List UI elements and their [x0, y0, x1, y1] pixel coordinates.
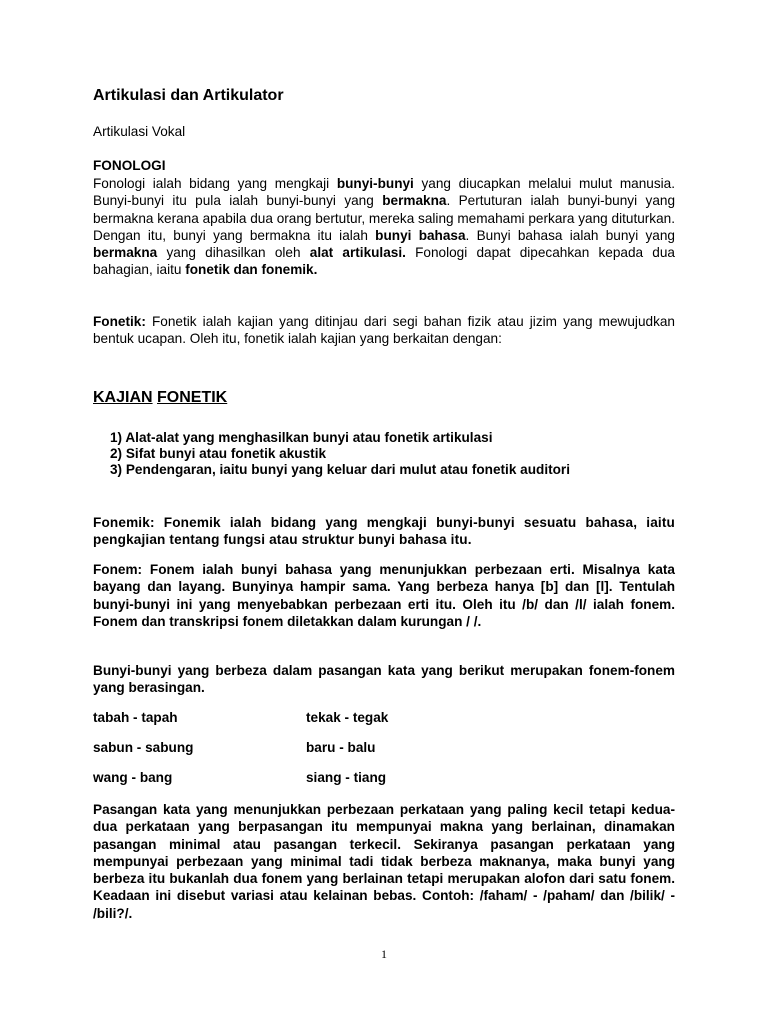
bold-term: bunyi-bunyi	[336, 176, 414, 191]
kajian-fonetik-heading	[93, 389, 675, 406]
pair-row	[93, 740, 675, 758]
text-run: yang diucapkan melalui mulut manusia. Bunyi-bunyi itu pula ialah bunyi-bunyi yang	[93, 176, 675, 209]
fonetik-paragraph	[93, 313, 675, 348]
fonetik-list	[110, 430, 570, 479]
bold-term: alat artikulasi.	[309, 245, 406, 261]
pair-right: siang - tiang	[306, 770, 387, 785]
pair-left: sabun - sabung	[93, 740, 194, 755]
bold-term: bermakna	[93, 245, 158, 261]
subtitle: Artikulasi Vokal	[93, 124, 186, 139]
pair-row	[93, 710, 675, 728]
bold-term: bermakna	[382, 193, 447, 209]
heading-word: FONETIK	[157, 389, 228, 406]
pasangan-paragraph: Pasangan kata yang menunjukkan perbezaan perkataan yang paling kecil tetapi kedua-dua perkataan yang berpasangan itu mempunyai makna yang berlainan, dinamakan pasangan minimal atau pasangan terkecil. Sekiranya pasangan perkataan yang mempunyai perbezaan yang minimal tadi tidak berbeza maknanya, maka bunyi yang berbeza itu bukanlah dua fonem yang berlainan tetapi merupakan alofon dari satu fonem. Keadaan ini disebut variasi atau kelainan bebas. Contoh: /faham/ - /paham/ dan /bilik/ - /bili?/.	[93, 802, 675, 921]
list-item: 2) Sifat bunyi atau fonetik akustik	[110, 446, 327, 462]
pair-left: wang - bang	[93, 770, 173, 785]
bold-term: bunyi bahasa	[375, 227, 466, 243]
text-run: Fonologi ialah bidang yang mengkaji	[93, 176, 337, 191]
page-title: Artikulasi dan Artikulator	[93, 87, 284, 104]
fonologi-heading: FONOLOGI	[93, 158, 166, 173]
fonem-paragraph: Fonem: Fonem ialah bunyi bahasa yang menunjukkan perbezaan erti. Misalnya kata bayang dan layang. Bunyinya hampir sama. Yang berbeza hanya [b] dan [l]. Tentulah bunyi-bunyi ini yang menyebabkan perbezaan erti itu. Oleh itu /b/ dan /l/ ialah fonem. Fonem dan transkripsi fonem diletakkan dalam kurungan / /.	[93, 562, 675, 629]
bold-term: fonetik dan fonemik.	[185, 262, 318, 278]
text-run: Fonologi dapat dipecahkan kepada dua bahagian, iaitu	[93, 245, 675, 278]
page-number: 1	[381, 947, 387, 961]
fonetik-text: Fonetik ialah kajian yang ditinjau dari segi bahan fizik atau jizim yang mewujudkan bentuk ucapan. Oleh itu, fonetik ialah kajian yang berkaitan dengan:	[93, 314, 675, 347]
fonemik-paragraph: Fonemik: Fonemik ialah bidang yang mengkaji bunyi-bunyi sesuatu bahasa, iaitu pengkajian tentang fungsi atau struktur bunyi bahasa itu.	[93, 515, 675, 548]
pair-right: tekak - tegak	[306, 710, 389, 725]
list-item: 3) Pendengaran, iaitu bunyi yang keluar dari mulut atau fonetik auditori	[110, 462, 570, 478]
list-item: 1) Alat-alat yang menghasilkan bunyi atau fonetik artikulasi	[110, 430, 493, 445]
pair-right: baru - balu	[306, 740, 376, 755]
text-run: yang dihasilkan oleh	[157, 245, 310, 261]
text-run: . Bunyi bahasa ialah bunyi yang	[465, 227, 675, 243]
fonologi-paragraph	[93, 175, 675, 279]
fonetik-label: Fonetik:	[93, 314, 146, 329]
pair-row	[93, 770, 675, 788]
text-run: . Pertuturan ialah bunyi-bunyi yang bermakna kerana apabila dua orang bertutur, mereka saling memahami perkara yang dituturkan. Dengan itu, bunyi yang bermakna itu ialah	[93, 193, 675, 243]
heading-word: KAJIAN	[93, 389, 153, 406]
bunyi-paragraph: Bunyi-bunyi yang berbeza dalam pasangan kata yang berikut merupakan fonem-fonem yang berasingan.	[93, 663, 675, 696]
pair-left: tabah - tapah	[93, 710, 178, 725]
